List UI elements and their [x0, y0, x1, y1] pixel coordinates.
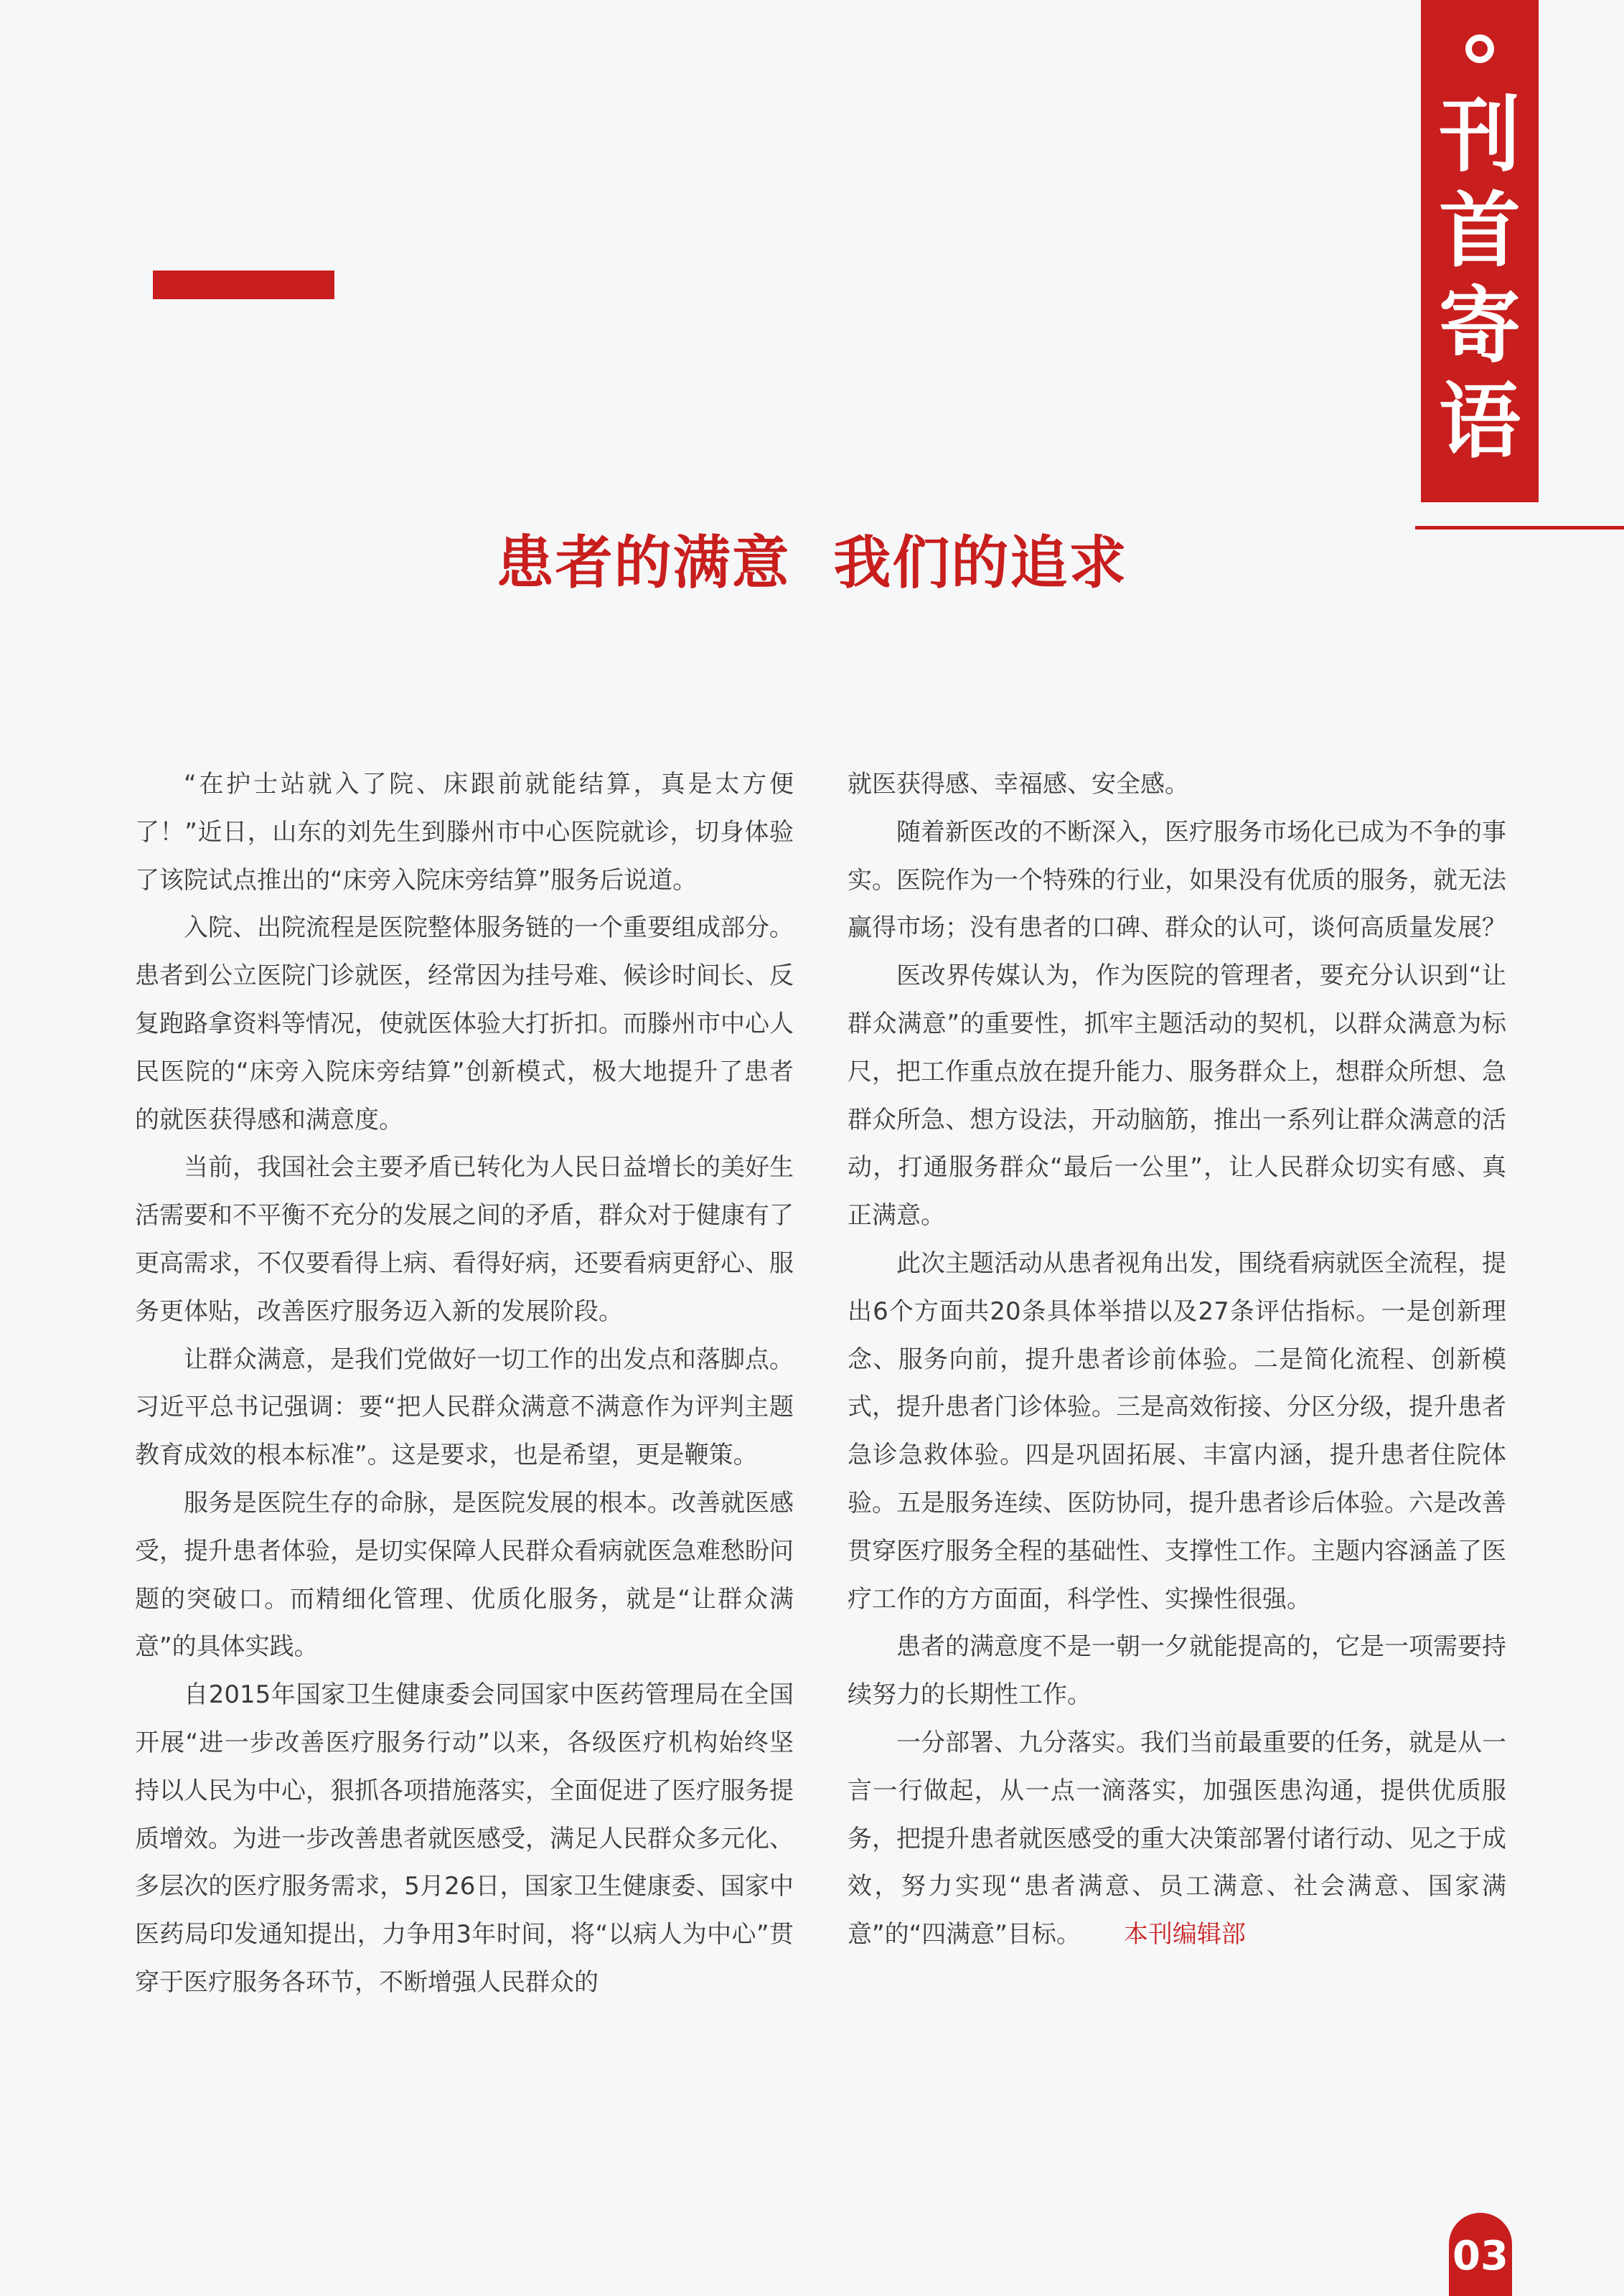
paragraph: 服务是医院生存的命脉，是医院发展的根本。改善就医感受，提升患者体验，是切实保障人民群众看病就医急难愁盼问题的突破口。而精细化管理、优质化服务，就是“让群众满意”的具体实践。	[135, 1488, 794, 1662]
article-title: 患者的满意 我们的追求	[496, 530, 1128, 596]
decorative-red-bar	[153, 270, 334, 299]
paragraph-final-text: 一分部署、九分落实。我们当前最重要的任务，就是从一言一行做起，从一点一滴落实，加强医患沟通，提供优质服务，把提升患者就医感受的重大决策部署付诸行动、见之于成效，努力实现“患者满意、员工满意、社会满意、国家满意”的“四满意”目标。	[848, 1728, 1506, 1949]
paragraph: 让群众满意，是我们党做好一切工作的出发点和落脚点。习近平总书记强调：要“把人民群众满意不满意作为评判主题教育成效的根本标准”。这是要求，也是希望，更是鞭策。	[135, 1345, 794, 1470]
section-tab-char: 首	[1438, 183, 1521, 278]
section-tab-char: 刊	[1438, 88, 1521, 183]
paragraph: 入院、出院流程是医院整体服务链的一个重要组成部分。患者到公立医院门诊就医，经常因为挂号难、候诊时间长、反复跑路拿资料等情况，使就医体验大打折扣。而滕州市中心人民医院的“床旁入院床旁结算”创新模式，极大地提升了患者的就医获得感和满意度。	[135, 913, 794, 1134]
paragraph: 当前，我国社会主要矛盾已转化为人民日益增长的美好生活需要和不平衡不充分的发展之间的矛盾，群众对于健康有了更高需求，不仅要看得上病、看得好病，还要看病更舒心、服务更体贴，改善医疗服务迈入新的发展阶段。	[135, 1153, 794, 1326]
paragraph: 患者的满意度不是一朝一夕就能提高的，它是一项需要持续努力的长期性工作。	[848, 1632, 1506, 1710]
paragraph-final	[848, 1719, 1506, 1959]
paragraph: 随着新医改的不断深入，医疗服务市场化已成为不争的事实。医院作为一个特殊的行业，如果没有优质的服务，就无法赢得市场；没有患者的口碑、群众的认可，谈何高质量发展？	[848, 817, 1506, 943]
section-tab-char: 语	[1438, 374, 1521, 469]
paragraph-continuation: 就医获得感、幸福感、安全感。	[848, 770, 1189, 799]
article-column-right	[848, 761, 1506, 1959]
paragraph: 医改界传媒认为，作为医院的管理者，要充分认识到“让群众满意”的重要性，抓牢主题活动的契机，以群众满意为标尺，把工作重点放在提升能力、服务群众上，想群众所想、急群众所急、想方设法，开动脑筋，推出一系列让群众满意的活动，打通服务群众“最后一公里”，让人民群众切实有感、真正满意。	[848, 961, 1506, 1231]
section-tab-label	[1439, 88, 1521, 469]
circle-icon	[1465, 34, 1494, 63]
paragraph: 自2015年国家卫生健康委会同国家中医药管理局在全国开展“进一步改善医疗服务行动”以来，各级医疗机构始终坚持以人民为中心，狠抓各项措施落实，全面促进了医疗服务提质增效。为进一步改善患者就医感受，满足人民群众多元化、多层次的医疗服务需求，5月26日，国家卫生健康委、国家中医药局印发通知提出，力争用3年时间，将“以病人为中心”贯穿于医疗服务各环节，不断增强人民群众的	[135, 1680, 794, 1997]
signature: 本刊编辑部	[1123, 1920, 1246, 1949]
article-column-left	[135, 761, 794, 2007]
paragraph: 此次主题活动从患者视角出发，围绕看病就医全流程，提出6个方面共20条具体举措以及27条评估指标。一是创新理念、服务向前，提升患者诊前体验。二是简化流程、创新模式，提升患者门诊体验。三是高效衔接、分区分级，提升患者急诊急救体验。四是巩固拓展、丰富内涵，提升患者住院体验。五是服务连续、医防协同，提升患者诊后体验。六是改善贯穿医疗服务全程的基础性、支撑性工作。主题内容涵盖了医疗工作的方方面面，科学性、实操性很强。	[848, 1248, 1506, 1614]
paragraph: “在护士站就入了院、床跟前就能结算，真是太方便了！”近日，山东的刘先生到滕州市中心医院就诊，切身体验了该院试点推出的“床旁入院床旁结算”服务后说道。	[135, 770, 794, 895]
section-tab-char: 寄	[1438, 278, 1521, 374]
section-tab	[1421, 0, 1539, 502]
page-number: 03	[1449, 2213, 1512, 2296]
